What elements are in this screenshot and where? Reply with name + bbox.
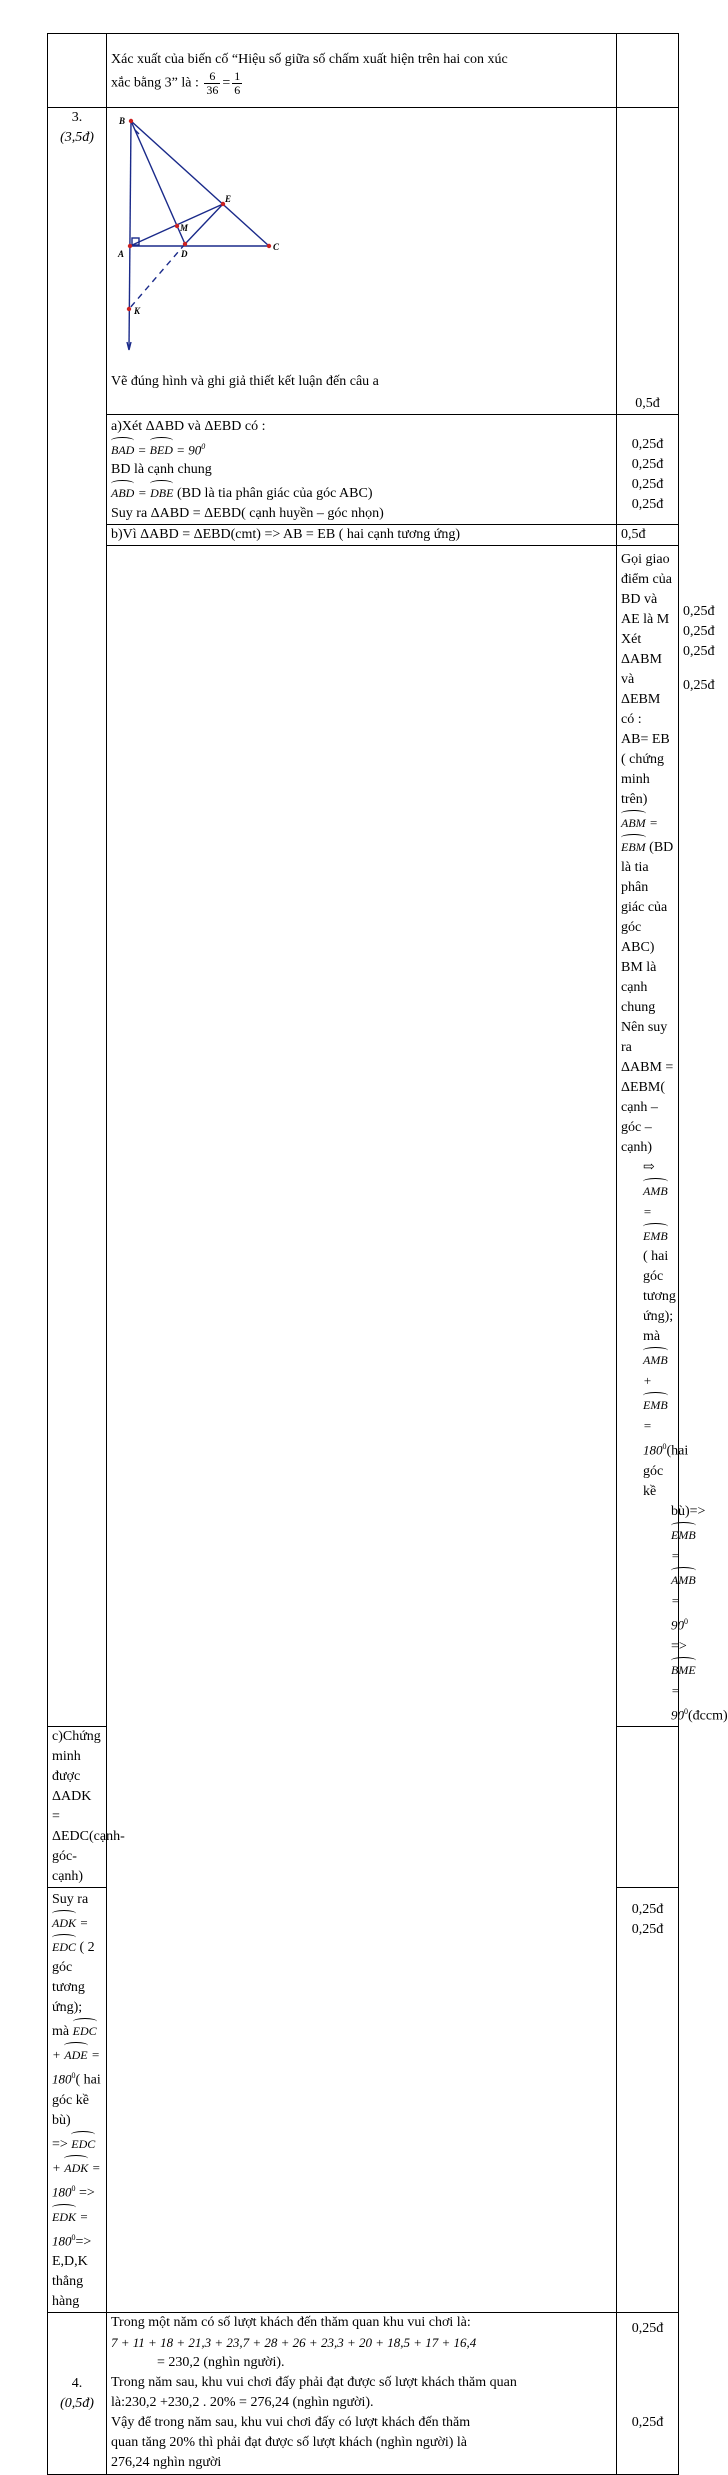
plus-sign: + — [643, 1373, 652, 1389]
score-cell — [617, 2313, 679, 2475]
fraction — [204, 70, 220, 97]
angle: ADK — [64, 2155, 88, 2178]
table-row-part-b-head — [48, 525, 679, 546]
text-line: bù)=> EMB = AMB = $90^0$ => BME = $90^0(đccm)$ — [671, 1503, 728, 1724]
content-cell — [48, 1888, 107, 2313]
question-points: (3,5đ) — [60, 130, 94, 145]
text-fragment: xắc bằng 3” là : — [111, 75, 199, 91]
score-cell — [617, 108, 679, 415]
text-line: Suy ra ΔABD = ΔEBD( cạnh huyền – góc nhọn) — [111, 506, 384, 522]
text-line: AB= EB ( chứng minh trên) — [621, 732, 670, 808]
fraction-numerator: 6 — [204, 70, 220, 84]
text-line: Suy ra ADK = EDC ( 2 góc tương ứng); mà EDC + ADE = $180^0$( hai góc kề — [52, 1892, 101, 2108]
content-cell — [107, 525, 617, 546]
content-cell — [107, 2313, 617, 2475]
content-cell — [107, 108, 617, 415]
question-number: 3. — [71, 110, 83, 125]
degree-value: = 90 — [176, 442, 202, 458]
text-line: Gọi giao điểm của BD và AE là M — [621, 552, 672, 628]
table-row-part-a — [48, 415, 679, 525]
text-line: 7 + 11 + 18 + 21,3 + 23,7 + 28 + 26 + 23,3 + 20 + 18,5 + 17 + 16,4 — [111, 2335, 477, 2351]
equals-sign: = — [671, 1547, 680, 1563]
table-row-question-4 — [48, 2313, 679, 2475]
text-fragment: bù)=> — [671, 1503, 706, 1519]
text-line — [111, 70, 612, 97]
score: 0,25đ — [631, 457, 664, 472]
text-line: bù) — [52, 2112, 71, 2128]
segment-de — [185, 204, 223, 244]
text-line: = 230,2 (nghìn người). — [157, 2355, 285, 2371]
text-fragment: Suy ra — [52, 1892, 89, 1908]
equals-sign: = — [222, 75, 231, 91]
text-line: ⇨ AMB = EMB ( hai góc tương ứng); mà AMB + EMB = $180^0(hai$ góc kề — [643, 1160, 689, 1499]
angle: EDC — [71, 2131, 95, 2154]
content-cell — [107, 415, 617, 525]
label-d: D — [181, 249, 188, 259]
table-row-probability — [48, 34, 679, 108]
text-line: Vậy để trong năm sau, khu vui chơi đấy có lượt khách đến thăm — [111, 2415, 471, 2431]
score: 0,25đ — [631, 2321, 664, 2337]
score: 0,5đ — [621, 527, 646, 543]
figure-caption: Vẽ đúng hình và ghi giả thiết kết luận đến câu a — [111, 374, 379, 389]
score: 0,25đ — [631, 2415, 664, 2431]
angle: ADK — [52, 1910, 76, 1933]
text-line: b)Vì ΔABD = ΔEBD(cmt) => AB = EB ( hai cạnh tương ứng) — [111, 527, 461, 543]
question-number-cell — [107, 546, 617, 2313]
angle: ABM — [621, 810, 646, 833]
label-e: E — [225, 194, 232, 204]
angle: EMB — [671, 1522, 696, 1545]
implies-arrow: => — [52, 2136, 68, 2152]
question-number-cell — [48, 34, 107, 108]
text-line: a)Xét ΔABD và ΔEBD có : — [111, 419, 266, 434]
score: 0,25đ — [631, 497, 664, 512]
text-line — [111, 480, 612, 504]
text-line: BM là cạnh chung — [621, 960, 657, 1016]
text-line: BD là cạnh chung — [111, 462, 212, 478]
answer-table — [47, 33, 728, 2475]
label-b: B — [119, 116, 126, 126]
text-line: Xét ΔABM và ΔEBM có : — [621, 632, 662, 728]
angle: EDC — [52, 1934, 76, 1957]
score-cell — [617, 415, 679, 525]
implies-arrow: => — [671, 1638, 687, 1654]
label-a: A — [118, 249, 125, 259]
angle: EDK — [52, 2204, 76, 2227]
degree-value: = 90 — [671, 1682, 684, 1723]
angle: BME — [671, 1657, 696, 1680]
plus-sign: + — [52, 2159, 61, 2175]
equals-sign: = — [649, 815, 658, 831]
degree-value: = 180 — [52, 2159, 101, 2200]
equals-sign: = — [137, 485, 147, 501]
fraction — [232, 70, 242, 97]
segment-bk — [129, 121, 131, 348]
text-line: Xác xuất của biến cố “Hiệu số giữa số chấm xuất hiện trên hai con xúc — [111, 52, 508, 67]
plus-sign: + — [52, 2047, 61, 2063]
angle: EBM — [621, 834, 646, 857]
label-k: K — [134, 306, 141, 316]
score: 0,25đ — [631, 437, 664, 452]
angle: DBE — [150, 480, 173, 503]
equals-sign: = — [137, 442, 147, 458]
text-line: Nên suy ra ΔABM = ΔEBM( cạnh – góc – cạnh) — [621, 1020, 674, 1156]
score: 0,25đ — [631, 1902, 664, 1918]
score: 0,5đ — [635, 396, 660, 411]
question-number-cell — [48, 108, 107, 1727]
score-cell — [617, 1888, 679, 2313]
text-line: 276,24 nghìn người — [111, 2455, 222, 2471]
degree-value: = 180 — [52, 2047, 100, 2087]
text-fragment: ( hai góc kề — [52, 2072, 101, 2108]
degree-value: = 90 — [671, 1592, 684, 1633]
angle: ABD — [111, 480, 134, 503]
angle: AMB — [643, 1347, 668, 1370]
question-number-cell — [48, 2313, 107, 2475]
text-line: quan tăng 20% thì phải đạt được số lượt khách (nghìn người) là — [111, 2435, 468, 2451]
text-line: c)Chứng minh được ΔADK = ΔEDC(cạnh- góc-cạnh) — [52, 1729, 125, 1885]
fraction-numerator: 1 — [234, 69, 241, 83]
text-fragment: => E,D,K thẳng hàng — [52, 2234, 92, 2310]
text-line: => EDC + ADK = $180^0$ => EDK = $180^0=> E,D,K$ thẳng hàng — [52, 2131, 102, 2312]
text-line: là:230,2 +230,2 . 20% = 276,24 (nghìn người). — [111, 2395, 374, 2411]
fraction-denominator: 36 — [206, 83, 219, 97]
score-cell — [617, 34, 679, 108]
text-fragment: (đccm) — [688, 1708, 728, 1724]
score: 0,25đ — [631, 1922, 664, 1938]
text-fragment: (BD là tia phân giác của góc ABC) — [176, 486, 373, 502]
fraction-denominator: 6 — [234, 83, 241, 97]
arrow-icon: ⇨ — [643, 1160, 655, 1176]
label-c: C — [273, 242, 280, 252]
content-cell — [107, 34, 617, 108]
degree-value: = 180 — [643, 1418, 663, 1458]
segment-dk — [129, 244, 185, 309]
text-fragment: ( 2 góc tương ứng); mà — [52, 1940, 95, 2040]
angle: EMB — [643, 1223, 668, 1246]
text-line: Trong năm sau, khu vui chơi đấy phải đạt được số lượt khách thăm quan — [111, 2375, 517, 2391]
text-fragment: (hai góc kề — [643, 1443, 689, 1499]
equals-sign: = — [79, 1915, 89, 1931]
text-line — [621, 810, 674, 958]
question-number: 4. — [71, 2375, 83, 2391]
implies-arrow: => — [79, 2185, 95, 2201]
text-fragment: ( hai góc tương ứng); mà — [643, 1249, 676, 1345]
table-row-figure — [48, 108, 679, 415]
label-m: M — [180, 223, 189, 233]
table-row-part-b: Gọi giao điểm của BD và AE là M Xét ΔABM và ΔEBM có : AB= EB ( chứng minh trên) ABM = EBM (BD là tia phân giác của góc ABC) BM là cạnh chung Nên suy ra ΔABM = ΔEBM( cạnh – góc – cạnh) ⇨ AMB = EMB ( hai góc tương ứng); mà AMB + EMB = $180^0(hai$ góc kề bù)=> EMB = AMB = $90^0$ => BME = $90^0(đccm)$ 0,25đ 0,25đ 0,25đ 0,25đ — [48, 546, 679, 1727]
angle: EMB — [643, 1392, 668, 1415]
question-points: (0,5đ) — [60, 2395, 94, 2411]
angle: BAD — [111, 437, 134, 460]
text-fragment: (BD là tia phân giác của góc ABC) — [621, 840, 674, 956]
score: 0,25đ — [631, 477, 664, 492]
content-cell — [48, 1727, 125, 1888]
geometry-figure — [111, 116, 311, 366]
angle: ADE — [64, 2042, 87, 2065]
text-line: BAD = BED = $90^0$ — [111, 437, 612, 460]
angle: AMB — [671, 1567, 696, 1590]
score-cell — [617, 525, 679, 546]
angle: EDC — [73, 2018, 97, 2041]
content-cell — [617, 546, 728, 1727]
degree-value: = 180 — [52, 2208, 89, 2249]
text-line: Trong một năm có số lượt khách đến thăm quan khu vui chơi là: — [111, 2315, 471, 2331]
angle: BED — [150, 437, 173, 460]
angle: AMB — [643, 1178, 668, 1201]
score-cell — [617, 1727, 679, 1888]
equals-sign: = — [643, 1204, 652, 1220]
